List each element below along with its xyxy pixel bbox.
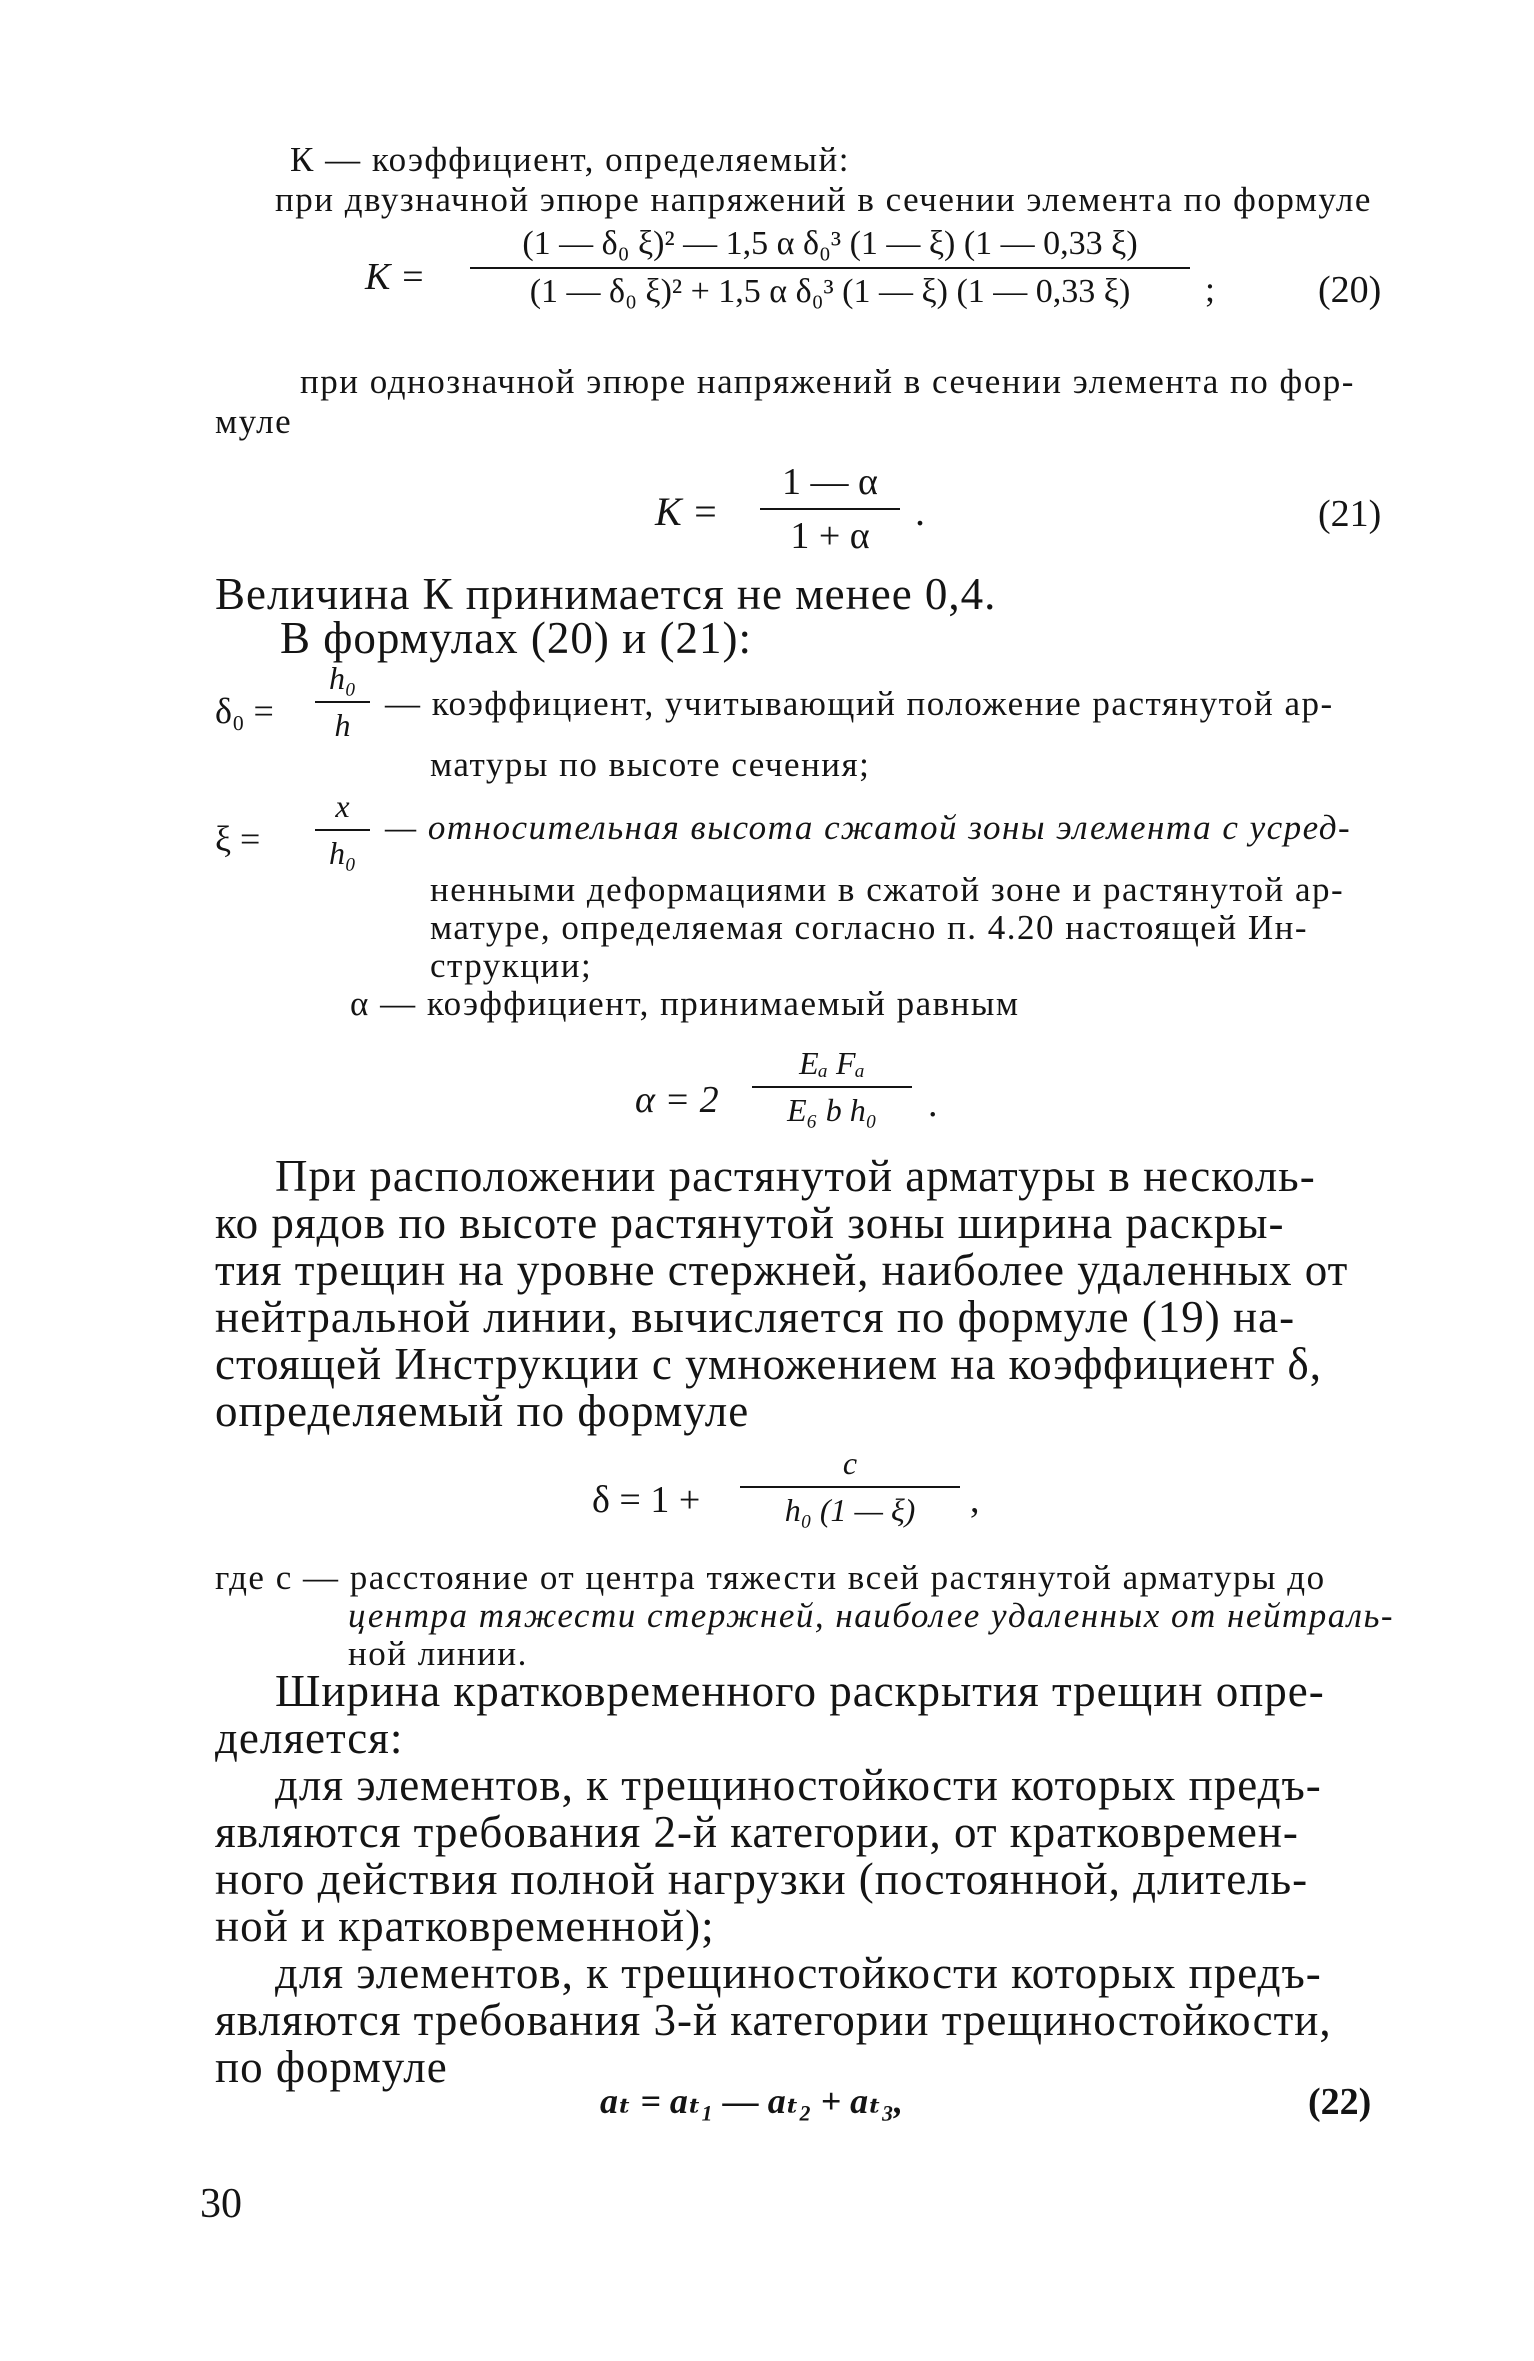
delta-eq-lhs: δ = 1 + bbox=[592, 1479, 701, 1521]
eq21-fraction bbox=[760, 460, 900, 558]
alpha-eq-fraction bbox=[752, 1045, 912, 1129]
delta0-definition-cont: матуры по высоте сечения; bbox=[430, 745, 871, 784]
equation-number-21: (21) bbox=[1318, 493, 1382, 535]
alpha-eq-lhs: α = 2 bbox=[635, 1079, 719, 1121]
eq20-lhs: К = bbox=[365, 256, 426, 298]
in-formulas-text: В формулах (20) и (21): bbox=[280, 613, 752, 663]
xi-definition-cont-2: матуре, определяемая согласно п. 4.20 настоящей Ин- bbox=[430, 908, 1308, 947]
category3-paragraph-line-3: по формуле bbox=[215, 2042, 448, 2092]
alpha-definition: α — коэффициент, принимаемый равным bbox=[350, 984, 1020, 1023]
xi-numerator: x bbox=[335, 788, 350, 824]
eq20-fraction-bar bbox=[470, 267, 1190, 269]
delta-eq-numerator: c bbox=[842, 1445, 858, 1481]
xi-fraction bbox=[315, 788, 370, 872]
delta0-fraction-bar bbox=[315, 701, 370, 703]
short-term-paragraph-line-2: деляется: bbox=[215, 1713, 404, 1763]
eq20-semicolon: ; bbox=[1205, 269, 1216, 309]
delta0-numerator: h₀ bbox=[328, 660, 357, 696]
delta0-definition: — коэффициент, учитывающий положение растянутой ар- bbox=[385, 684, 1334, 723]
xi-denominator: h₀ bbox=[328, 835, 357, 871]
multi-row-paragraph-line-1: При расположении растянутой арматуры в несколь- bbox=[275, 1151, 1316, 1201]
multi-row-paragraph-line-3: тия трещин на уровне стержней, наиболее удаленных от bbox=[215, 1245, 1349, 1295]
eq20-denominator: (1 — δ₀ ξ)² + 1,5 α δ₀³ (1 — ξ) (1 — 0,33 ξ) bbox=[529, 273, 1131, 310]
eq21-denominator: 1 + α bbox=[790, 515, 870, 557]
equation-number-20: (20) bbox=[1318, 269, 1382, 311]
multi-row-paragraph-line-2: ко рядов по высоте растянутой зоны ширина раскры- bbox=[215, 1198, 1285, 1248]
multi-row-paragraph-line-6: определяемый по формуле bbox=[215, 1386, 750, 1436]
delta-eq-denominator: h₀ (1 — ξ) bbox=[784, 1492, 916, 1528]
category2-paragraph-line-3: ного действия полной нагрузки (постоянной, длитель- bbox=[215, 1854, 1309, 1904]
short-term-paragraph-line-1: Ширина кратковременного раскрытия трещин опре- bbox=[275, 1666, 1325, 1716]
alpha-eq-period: . bbox=[928, 1083, 938, 1125]
one-sign-diagram-text-cont: муле bbox=[215, 402, 293, 441]
one-sign-diagram-text: при однозначной эпюре напряжений в сечении элемента по фор- bbox=[300, 362, 1355, 401]
xi-definition-cont-3: струкции; bbox=[430, 946, 593, 985]
two-sign-diagram-text: при двузначной эпюре напряжений в сечении элемента по формуле bbox=[275, 180, 1372, 219]
delta0-lhs: δ₀ = bbox=[215, 691, 274, 731]
alpha-eq-denominator: E₆ b h₀ bbox=[787, 1092, 877, 1128]
eq21-fraction-bar bbox=[760, 508, 900, 510]
k-minimum-text: Величина К принимается не менее 0,4. bbox=[215, 569, 997, 619]
category3-paragraph-line-1: для элементов, к трещиностойкости которых предъ- bbox=[275, 1948, 1322, 1998]
multi-row-paragraph-line-5: стоящей Инструкции с умножением на коэффициент δ, bbox=[215, 1339, 1322, 1389]
multi-row-paragraph-line-4: нейтральной линии, вычисляется по формуле (19) на- bbox=[215, 1292, 1296, 1342]
alpha-eq-fraction-bar bbox=[752, 1086, 912, 1088]
eq21-lhs: К = bbox=[655, 489, 719, 534]
category2-paragraph-line-4: ной и кратковременной); bbox=[215, 1901, 715, 1951]
delta-eq-fraction-bar bbox=[740, 1486, 960, 1488]
eq22-formula: aₜ = aₜ₁ — aₜ₂ + aₜ₃, bbox=[600, 2081, 904, 2121]
eq20-numerator: (1 — δ₀ ξ)² — 1,5 α δ₀³ (1 — ξ) (1 — 0,33 ξ) bbox=[522, 225, 1138, 262]
xi-lhs: ξ = bbox=[215, 819, 261, 859]
category3-paragraph-line-2: являются требования 3-й категории трещиностойкости, bbox=[215, 1995, 1332, 2045]
xi-definition-cont-1: ненными деформациями в сжатой зоне и растянутой ар- bbox=[430, 870, 1345, 909]
delta-eq-comma: , bbox=[970, 1479, 980, 1521]
eq21-period: . bbox=[915, 489, 925, 534]
page-number: 30 bbox=[200, 2181, 242, 2227]
delta0-fraction bbox=[315, 660, 370, 744]
c-definition-line-2: центра тяжести стержней, наиболее удаленных от нейтраль- bbox=[348, 1596, 1395, 1635]
delta-eq-fraction bbox=[740, 1445, 960, 1529]
delta0-denominator: h bbox=[334, 707, 351, 743]
xi-fraction-bar bbox=[315, 829, 370, 831]
eq21-numerator: 1 — α bbox=[782, 461, 878, 503]
category2-paragraph-line-2: являются требования 2-й категории, от кратковремен- bbox=[215, 1807, 1299, 1857]
category2-paragraph-line-1: для элементов, к трещиностойкости которых предъ- bbox=[275, 1760, 1322, 1810]
k-definition-text: К — коэффициент, определяемый: bbox=[290, 140, 850, 179]
alpha-eq-numerator: Eₐ Fₐ bbox=[799, 1045, 865, 1081]
eq20-fraction bbox=[470, 225, 1190, 311]
c-definition-line-1: где с — расстояние от центра тяжести всей растянутой арматуры до bbox=[215, 1558, 1326, 1597]
equation-number-22: (22) bbox=[1308, 2081, 1372, 2123]
xi-definition: — относительная высота сжатой зоны элемента с усред- bbox=[385, 808, 1352, 847]
c-definition-line-3: ной линии. bbox=[348, 1634, 528, 1673]
